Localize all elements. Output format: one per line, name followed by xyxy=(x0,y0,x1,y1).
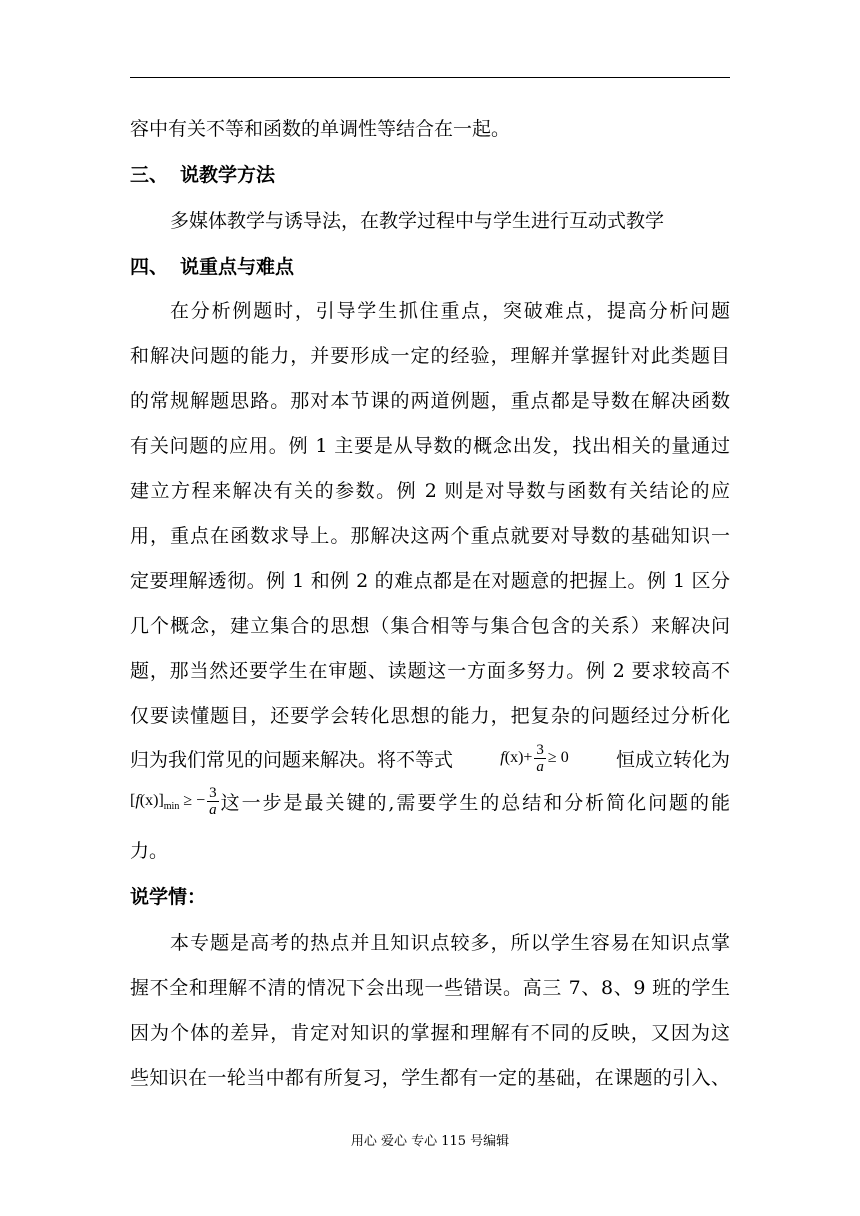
fraction xyxy=(534,742,546,775)
paragraph-line: 有关问题的应用。例 1 主要是从导数的概念出发，找出相关的量通过 xyxy=(130,435,730,457)
paragraph-line: 握不全和理解不清的情况下会出现一些错误。高三 7、8、9 班的学生 xyxy=(130,977,730,999)
section-title: 说教学方法 xyxy=(180,164,276,186)
formula-tail-text: 恒成立转化为 xyxy=(615,748,730,771)
fraction-denominator: a xyxy=(536,758,544,775)
math-bracket: [ xyxy=(130,791,136,809)
math-relation: ≥ − xyxy=(183,791,206,809)
paragraph-line: 本专题是高考的热点并且知识点较多，所以学生容易在知识点掌 xyxy=(170,932,730,954)
fraction xyxy=(207,785,219,818)
section-heading-methods xyxy=(130,160,275,187)
section-title: 说重点与难点 xyxy=(180,256,295,278)
paragraph-line-with-formula xyxy=(130,783,730,819)
math-argument: (x) xyxy=(139,791,159,809)
paragraph-line: 因为个体的差异，肯定对知识的掌握和理解有不同的反映，又因为这 xyxy=(130,1022,730,1044)
inequality-formula xyxy=(500,742,568,775)
fraction-numerator: 3 xyxy=(536,741,544,758)
formula-lead-text: 归为我们常见的问题来解决。将不等式 xyxy=(130,748,454,771)
paragraph-line: 定要理解透彻。例 1 和例 2 的难点都是在对题意的把握上。例 1 区分 xyxy=(130,570,730,592)
paragraph-line: 仅要读懂题目，还要学会转化思想的能力，把复杂的问题经过分析化 xyxy=(130,705,730,727)
min-inequality-formula xyxy=(130,785,221,818)
paragraph-line: 题，那当然还要学生在审题、读题这一方面多努力。例 2 要求较高不 xyxy=(130,660,730,682)
paragraph-line: 建立方程来解决有关的参数。例 2 则是对导数与函数有关结论的应 xyxy=(130,480,730,502)
paragraph-line: 容中有关不等和函数的单调性等结合在一起。 xyxy=(130,118,511,140)
formula-tail-text: 这一步是最关键的,需要学生的总结和分析简化问题的能 xyxy=(220,791,730,814)
math-argument: (x) xyxy=(504,748,524,766)
paragraph-line: 几个概念，建立集合的思想（集合相等与集合包含的关系）来解决问 xyxy=(130,615,730,637)
math-function: f xyxy=(500,748,505,766)
section-heading-key-points xyxy=(130,252,294,279)
math-subscript: min xyxy=(163,800,180,812)
paragraph-line: 多媒体教学与诱导法，在教学过程中与学生进行互动式教学 xyxy=(170,210,665,232)
paragraph-line: 用，重点在函数求导上。那解决这两个重点就要对导数的基础知识一 xyxy=(130,525,730,547)
fraction-numerator: 3 xyxy=(209,784,217,801)
section-number: 四、 xyxy=(130,256,169,278)
math-operator: + xyxy=(523,748,533,766)
paragraph-line: 的常规解题思路。那对本节课的两道例题，重点都是导数在解决函数 xyxy=(130,390,730,412)
page-footer: 用心 爱心 专心 115 号编辑 xyxy=(350,1134,510,1149)
math-bracket: ] xyxy=(158,791,164,809)
paragraph-line: 在分析例题时，引导学生抓住重点，突破难点，提高分析问题 xyxy=(170,300,730,322)
section-heading-student-analysis: 说学情： xyxy=(130,886,207,908)
paragraph-line: 力。 xyxy=(130,840,169,862)
header-rule xyxy=(130,77,730,78)
paragraph-line: 和解决问题的能力，并要形成一定的经验，理解并掌握针对此类题目 xyxy=(130,345,730,367)
fraction-denominator: a xyxy=(209,801,217,818)
math-relation: ≥ 0 xyxy=(547,748,569,766)
paragraph-line: 些知识在一轮当中都有所复习，学生都有一定的基础，在课题的引入、 xyxy=(130,1067,730,1089)
paragraph-line-with-formula xyxy=(130,740,730,776)
section-number: 三、 xyxy=(130,164,169,186)
math-function: f xyxy=(135,791,140,809)
